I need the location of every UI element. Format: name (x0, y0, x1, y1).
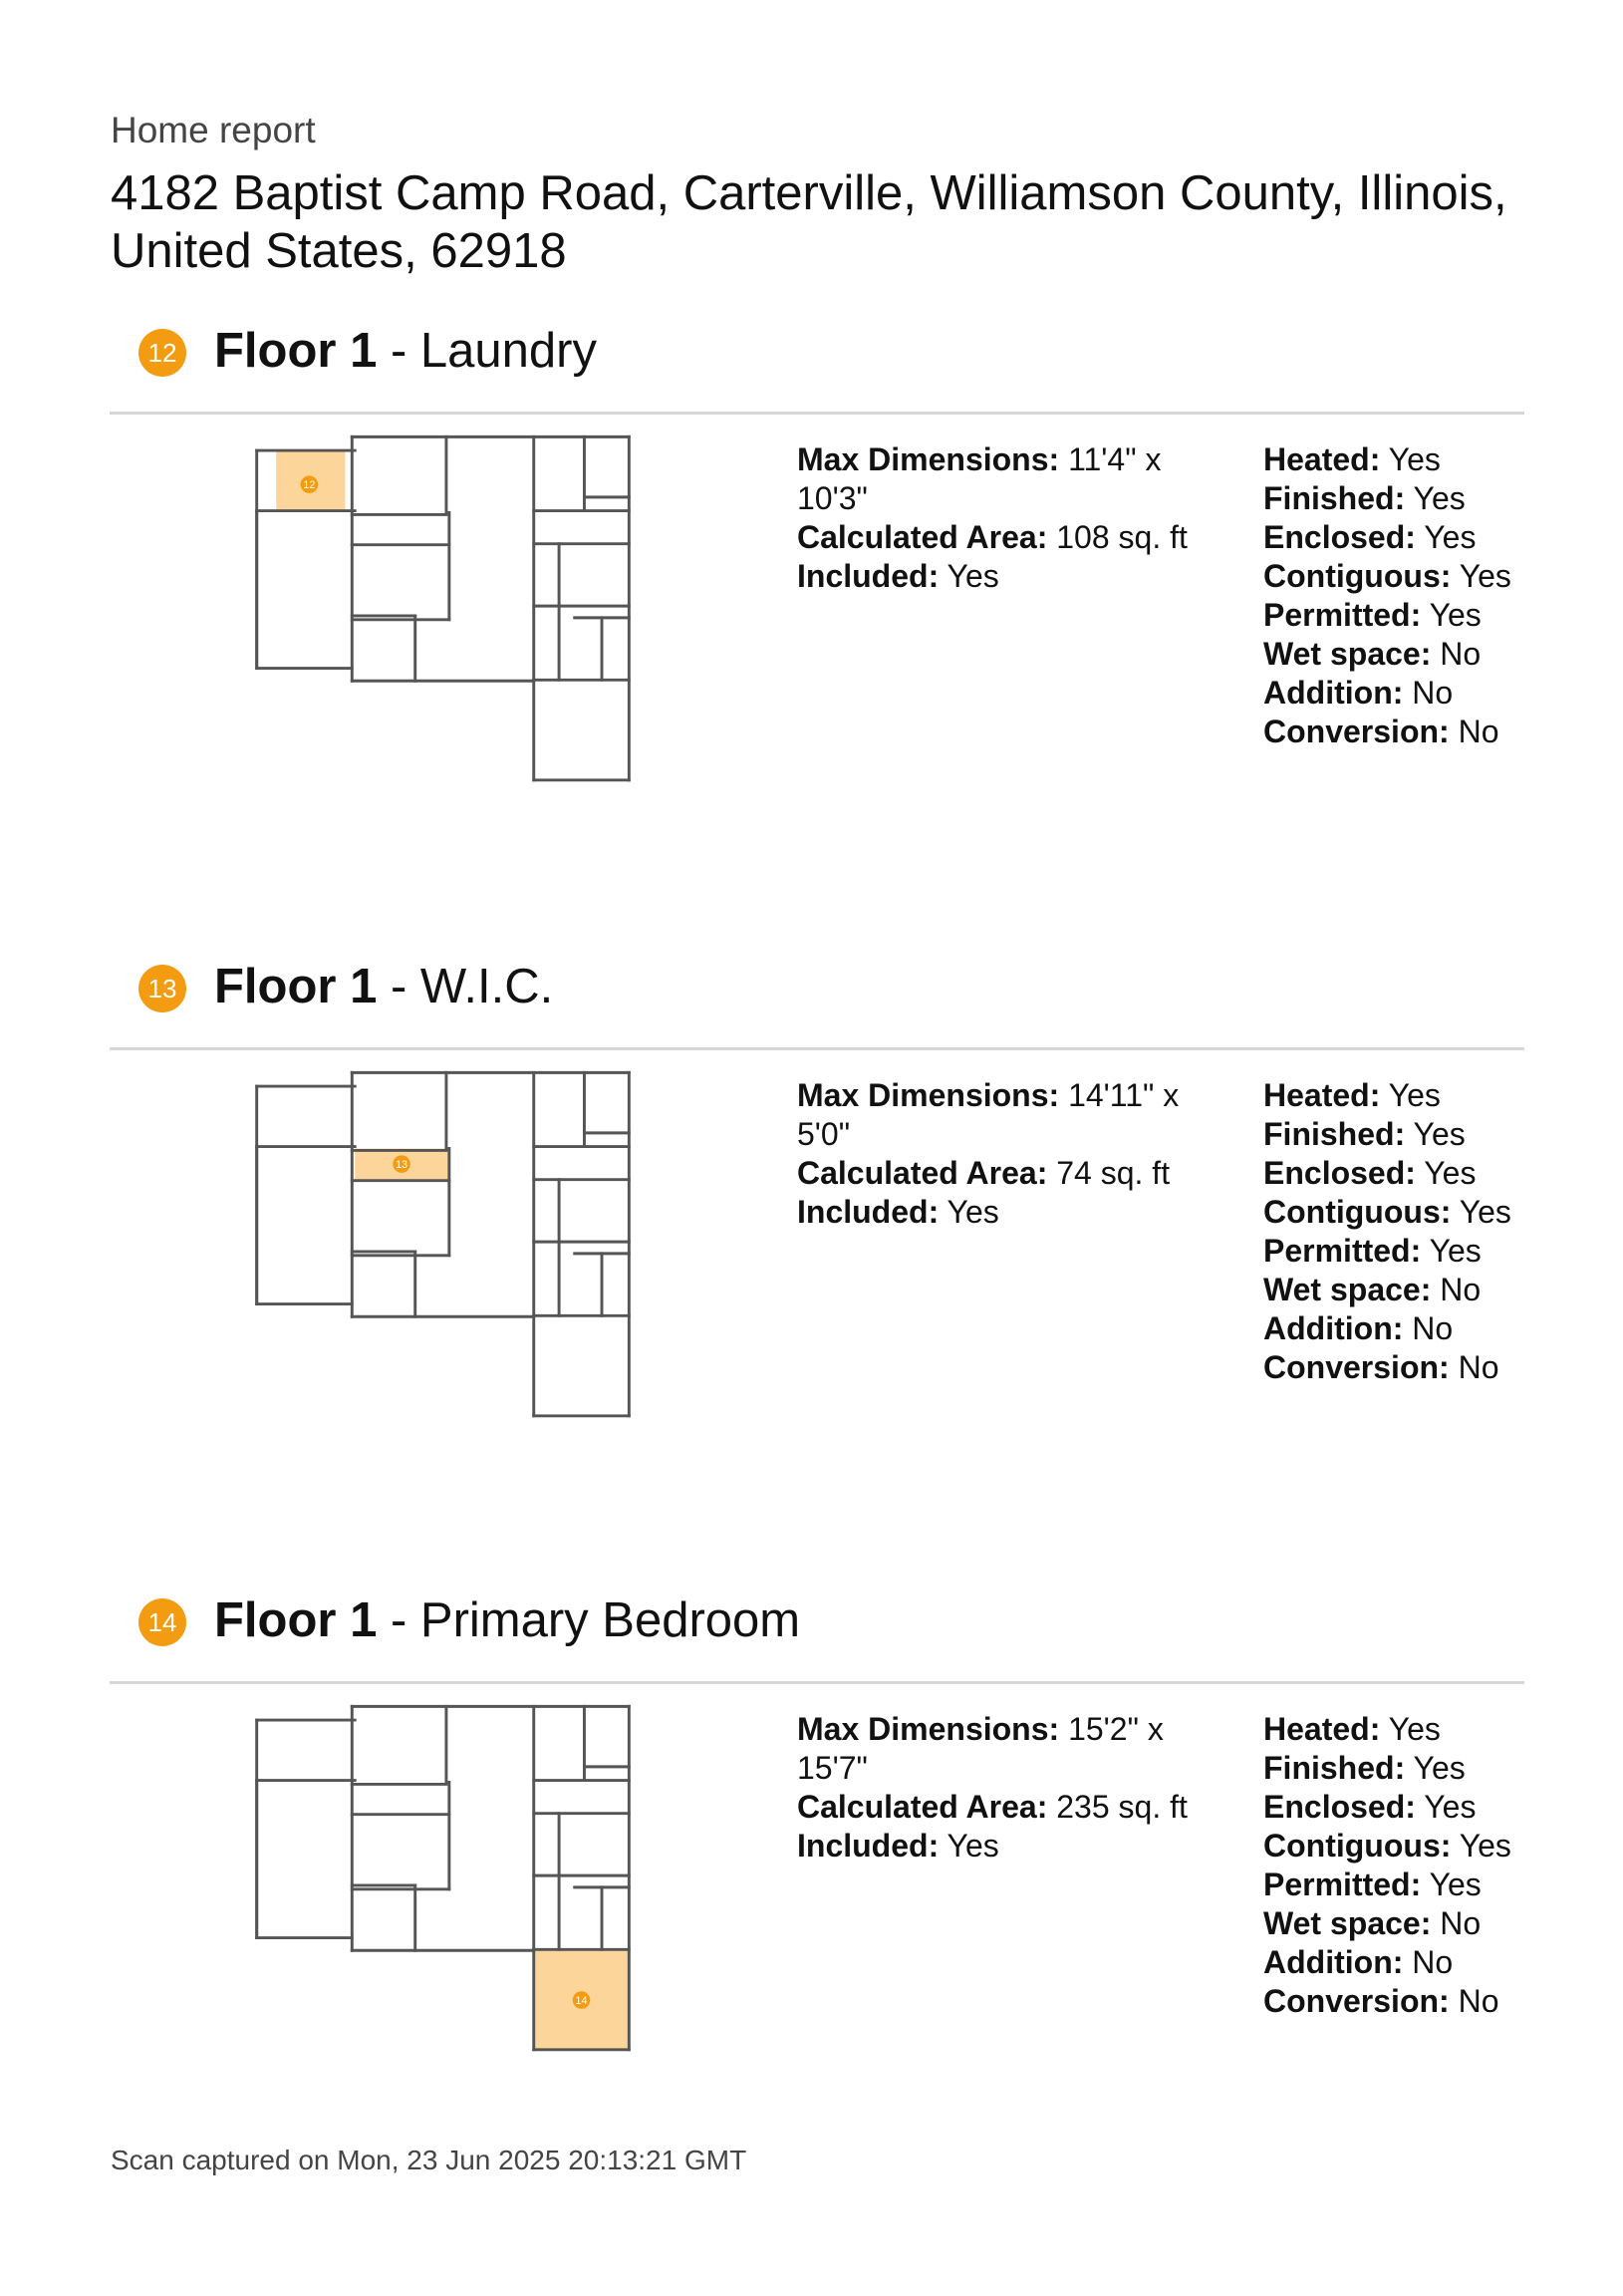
room-section-primary-bedroom (0, 1593, 1623, 2117)
attr-permitted: Permitted: Yes (1263, 597, 1482, 633)
floor-plan-svg (244, 1698, 643, 2065)
room-name: Laundry (419, 324, 597, 378)
max-dimensions: Max Dimensions: 15'2" x 15'7" (797, 1711, 1164, 1786)
room-number-badge: 13 (138, 965, 186, 1012)
section-divider (110, 1681, 1524, 1684)
attr-enclosed: Enclosed: Yes (1263, 1789, 1477, 1825)
attr-finished: Finished: Yes (1263, 480, 1466, 516)
room-name: W.I.C. (419, 960, 554, 1013)
attr-finished: Finished: Yes (1263, 1750, 1466, 1786)
calculated-area: Calculated Area: 108 sq. ft (797, 519, 1188, 555)
room-section-laundry (0, 324, 1623, 847)
attr-enclosed: Enclosed: Yes (1263, 1155, 1477, 1191)
attr-conversion: Conversion: No (1263, 714, 1499, 749)
room-number-badge: 12 (138, 329, 186, 377)
section-divider (110, 412, 1524, 415)
attr-permitted: Permitted: Yes (1263, 1233, 1482, 1269)
room-attributes (1263, 1710, 1522, 2021)
room-marker-label: 12 (303, 479, 316, 492)
floor-plan-thumbnail (244, 429, 643, 795)
room-measurements (797, 440, 1216, 596)
scan-timestamp: Scan captured on Mon, 23 Jun 2025 20:13:21 GMT (111, 2145, 747, 2175)
room-measurements (797, 1076, 1216, 1232)
room-title (214, 321, 597, 381)
included: Included: Yes (797, 1828, 999, 1864)
room-title (214, 1590, 800, 1650)
attr-permitted: Permitted: Yes (1263, 1866, 1482, 1902)
calculated-area: Calculated Area: 74 sq. ft (797, 1155, 1171, 1191)
floor-plan-thumbnail (244, 1064, 643, 1431)
attr-heated: Heated: Yes (1263, 1077, 1441, 1113)
attr-addition: Addition: No (1263, 1310, 1454, 1346)
attr-contiguous: Contiguous: Yes (1263, 1194, 1511, 1230)
floor-label: Floor 1 (214, 1593, 378, 1647)
room-marker-label: 13 (396, 1159, 408, 1171)
room-title (214, 957, 553, 1016)
floor-label: Floor 1 (214, 960, 378, 1013)
attr-finished: Finished: Yes (1263, 1116, 1466, 1152)
title-separator: - (377, 1593, 420, 1647)
floor-label: Floor 1 (214, 324, 378, 378)
title-separator: - (377, 324, 420, 378)
included: Included: Yes (797, 1194, 999, 1230)
attr-wet-space: Wet space: No (1263, 636, 1482, 672)
room-marker-label: 14 (575, 1994, 588, 2007)
room-section-wic (0, 960, 1623, 1483)
attr-contiguous: Contiguous: Yes (1263, 558, 1511, 594)
max-dimensions: Max Dimensions: 14'11" x 5'0" (797, 1077, 1180, 1152)
report-kicker: Home report (111, 110, 316, 150)
attr-addition: Addition: No (1263, 1944, 1454, 1980)
attr-contiguous: Contiguous: Yes (1263, 1828, 1511, 1864)
room-measurements (797, 1710, 1216, 1866)
title-separator: - (377, 960, 420, 1013)
floor-plan-thumbnail (244, 1698, 643, 2065)
room-name: Primary Bedroom (419, 1593, 801, 1647)
room-attributes (1263, 1076, 1522, 1387)
property-address: 4182 Baptist Camp Road, Carterville, Williamson County, Illinois, United States, 62918 (111, 166, 1507, 278)
max-dimensions: Max Dimensions: 11'4" x 10'3" (797, 441, 1162, 516)
included: Included: Yes (797, 558, 999, 594)
attr-enclosed: Enclosed: Yes (1263, 519, 1477, 555)
attr-addition: Addition: No (1263, 675, 1454, 711)
attr-conversion: Conversion: No (1263, 1349, 1499, 1385)
attr-heated: Heated: Yes (1263, 441, 1441, 477)
attr-wet-space: Wet space: No (1263, 1272, 1482, 1307)
attr-wet-space: Wet space: No (1263, 1905, 1482, 1941)
attr-heated: Heated: Yes (1263, 1711, 1441, 1747)
floor-plan-svg (244, 429, 643, 795)
calculated-area: Calculated Area: 235 sq. ft (797, 1789, 1188, 1825)
floor-plan-svg (244, 1064, 643, 1431)
attr-conversion: Conversion: No (1263, 1983, 1499, 2019)
room-number-badge: 14 (138, 1598, 186, 1646)
room-attributes (1263, 440, 1522, 751)
section-divider (110, 1047, 1524, 1050)
